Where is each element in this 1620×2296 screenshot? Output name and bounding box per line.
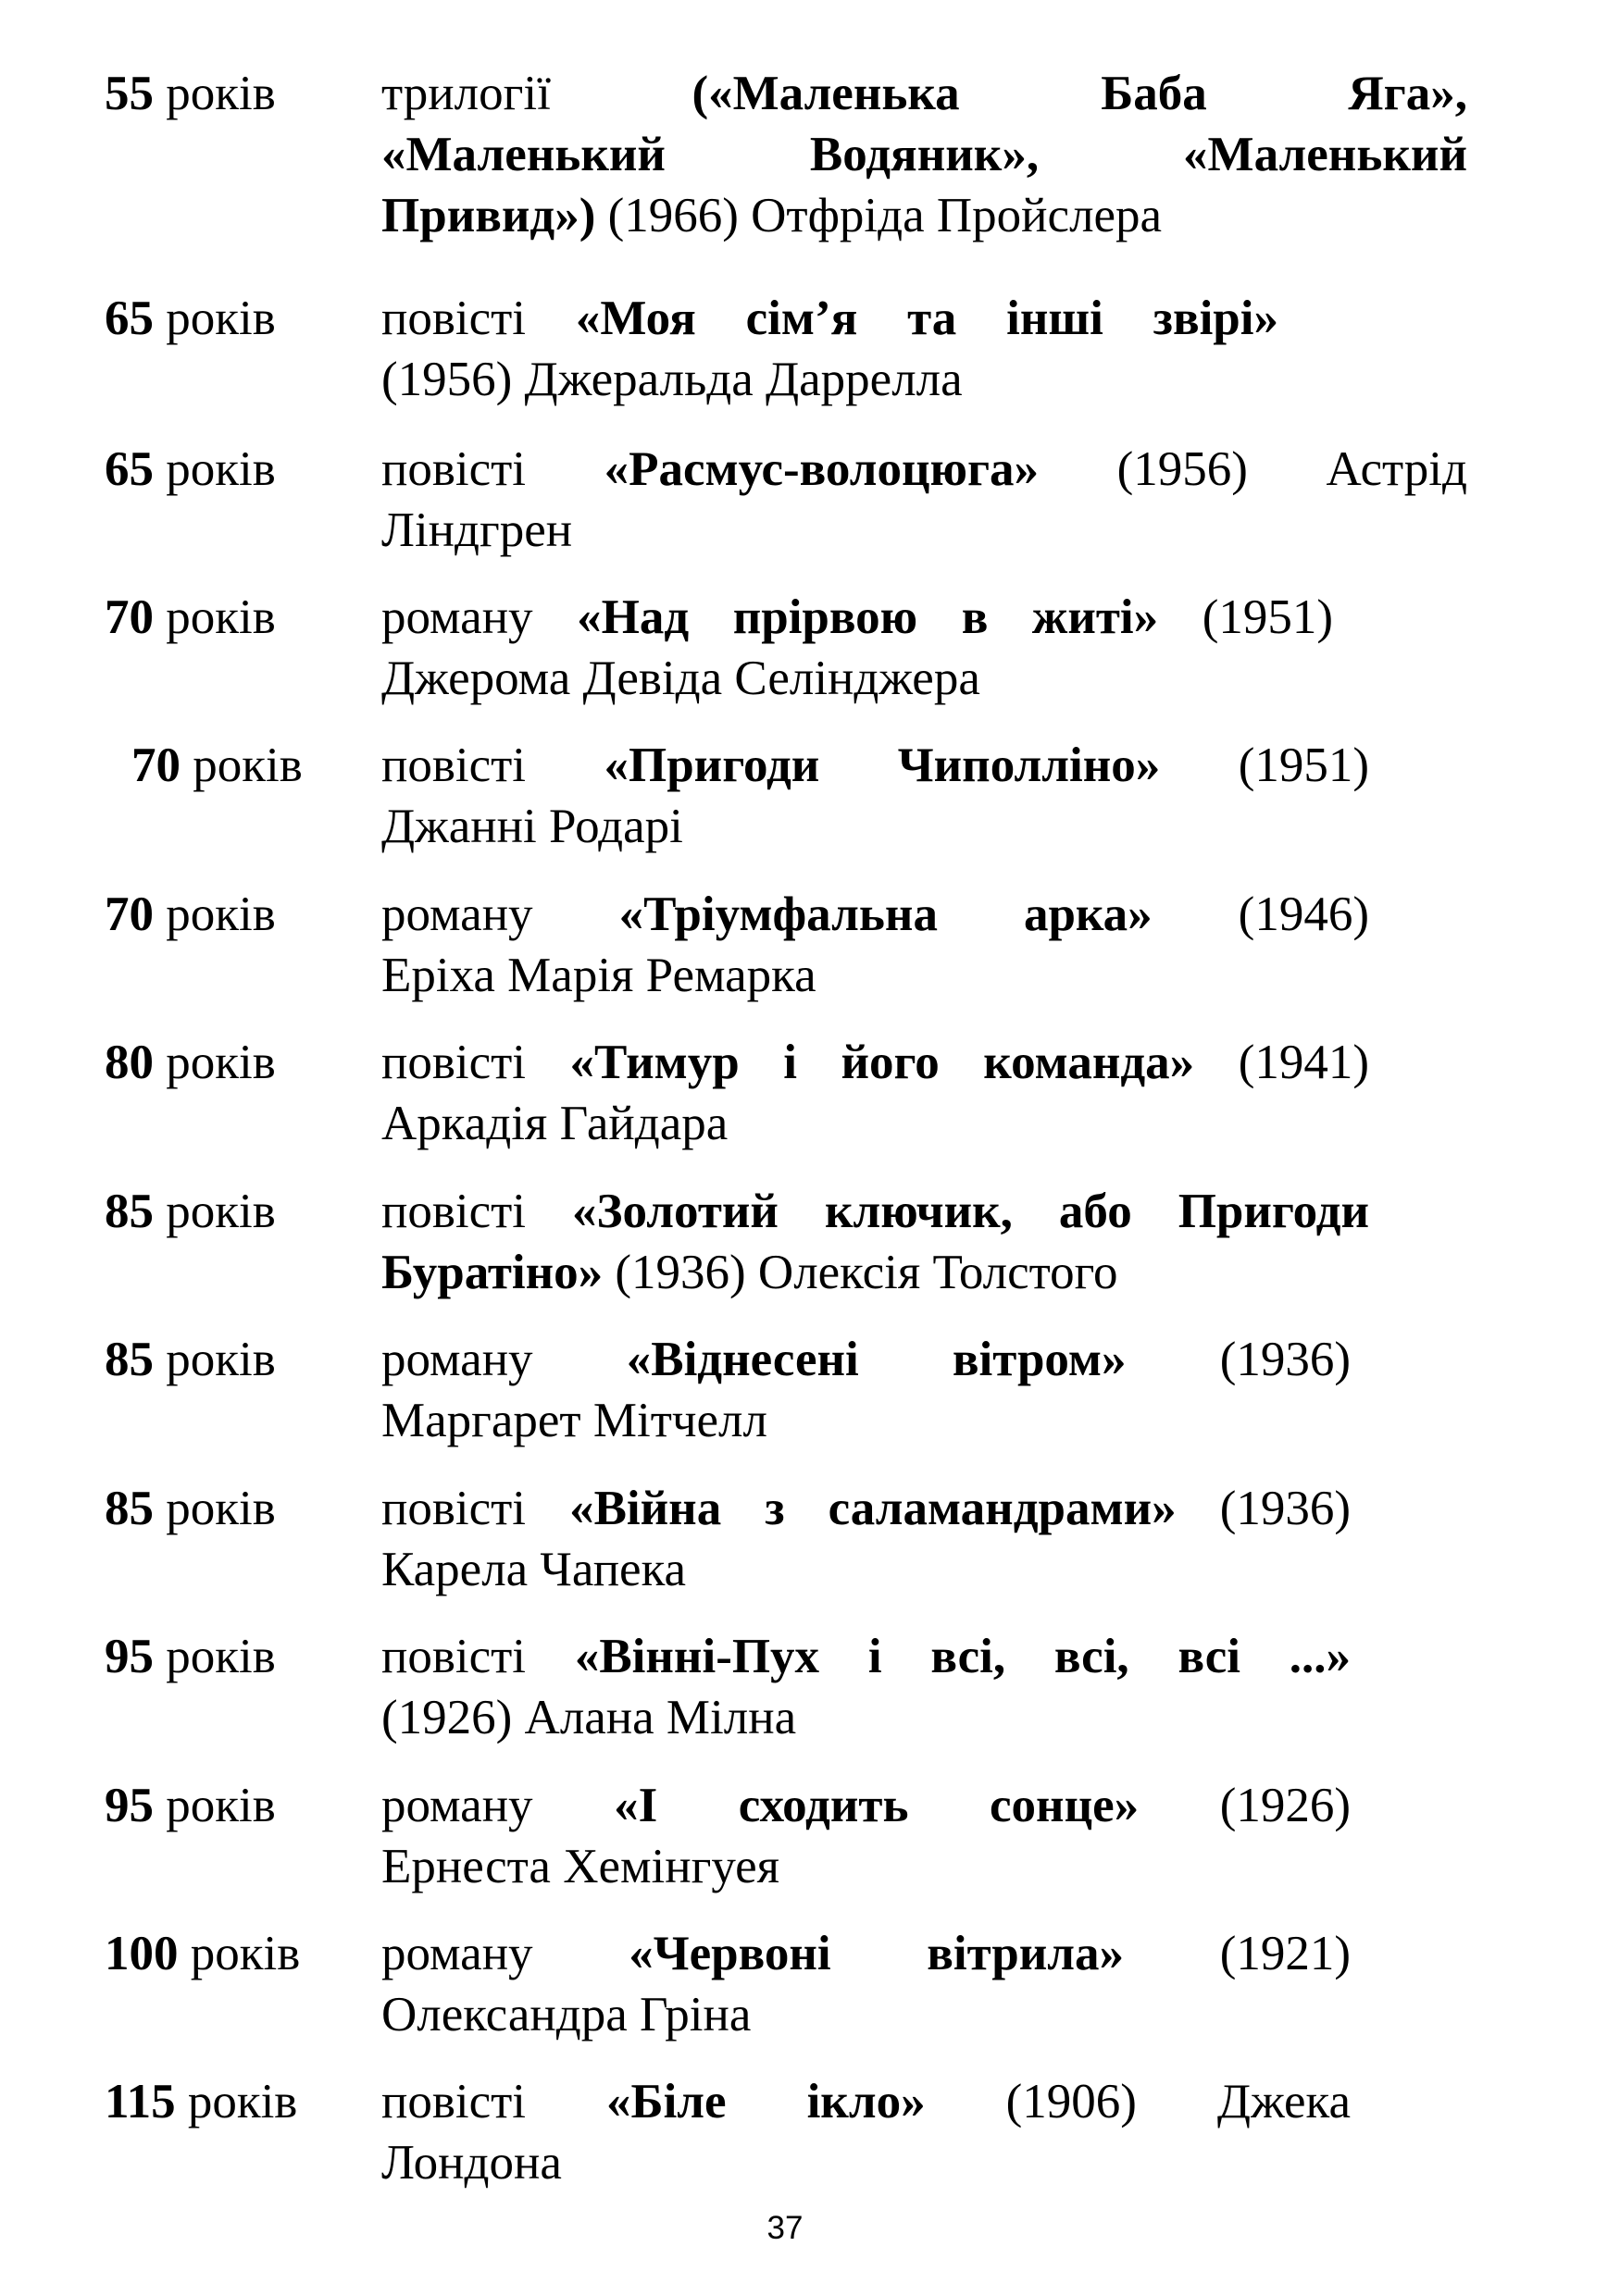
work-title: «Пригоди Чиполліно»	[604, 738, 1161, 792]
work-description	[381, 1181, 1369, 1303]
work-text: Джанні Родарі	[381, 800, 683, 853]
description-line	[381, 1242, 1369, 1303]
years-number: 85	[105, 1333, 154, 1386]
years-number: 95	[105, 1779, 154, 1832]
description-line	[381, 1093, 1369, 1154]
description-line	[381, 1775, 1351, 1836]
description-line	[381, 185, 1467, 246]
work-text: (1926)	[1139, 1779, 1351, 1832]
years-number: 65	[105, 292, 154, 345]
years-unit: років	[175, 2075, 298, 2128]
description-line	[381, 349, 1278, 410]
description-line	[381, 587, 1333, 648]
anniversary-years	[105, 587, 276, 648]
work-title: «Червоні вітрила»	[629, 1927, 1125, 1980]
description-line	[381, 1626, 1351, 1687]
work-text: повісті	[381, 292, 576, 345]
work-text: повісті	[381, 1630, 575, 1683]
anniversary-years	[105, 2071, 297, 2132]
work-text: Лондона	[381, 2136, 562, 2190]
years-number: 70	[131, 738, 181, 792]
work-title: «Тимур і його команда»	[569, 1036, 1195, 1089]
years-unit: років	[178, 1927, 301, 1980]
work-text: (1941)	[1194, 1036, 1369, 1089]
work-text: (1951)	[1160, 738, 1369, 792]
work-text: (1906) Джека	[925, 2075, 1351, 2128]
work-title: «Моя сім’я та інші звірі»	[575, 292, 1278, 345]
years-unit: років	[154, 1779, 276, 1832]
work-title: «Маленький Водяник», «Маленький	[381, 128, 1467, 181]
description-line	[381, 500, 1467, 561]
description-line	[381, 884, 1369, 945]
work-title: Буратіно»	[381, 1246, 604, 1299]
description-line	[381, 648, 1333, 709]
work-text: роману	[381, 1927, 629, 1980]
description-line	[381, 1687, 1351, 1748]
work-text: трилогії	[381, 67, 692, 120]
years-number: 85	[105, 1185, 154, 1238]
work-description	[381, 1032, 1369, 1154]
description-line	[381, 1923, 1351, 1984]
years-number: 100	[105, 1927, 179, 1980]
anniversary-years	[131, 735, 303, 796]
work-title: «Расмус-волоцюга»	[604, 442, 1040, 496]
work-text: роману	[381, 1779, 615, 1832]
description-line	[381, 1478, 1351, 1539]
work-description	[381, 288, 1278, 410]
work-title: «Віднесені вітром»	[626, 1333, 1127, 1386]
years-unit: років	[154, 67, 276, 120]
work-text: Еріха Марія Ремарка	[381, 949, 816, 1002]
years-number: 65	[105, 442, 154, 496]
work-text: (1921)	[1124, 1927, 1351, 1980]
work-description	[381, 1626, 1351, 1748]
years-unit: років	[154, 1036, 276, 1089]
years-unit: років	[154, 1630, 276, 1683]
work-text: Джерома Девіда Селінджера	[381, 652, 980, 705]
work-text: повісті	[381, 1482, 570, 1535]
work-title: «Вінні-Пух і всі, всі, всі ...»	[574, 1630, 1351, 1683]
work-title: «І сходить сонце»	[614, 1779, 1140, 1832]
years-unit: років	[181, 738, 303, 792]
anniversary-years	[105, 1775, 276, 1836]
anniversary-years	[105, 1626, 276, 1687]
years-number: 85	[105, 1482, 154, 1535]
description-line	[381, 1539, 1351, 1600]
work-title: («Маленька Баба Яга»,	[692, 67, 1467, 120]
work-text: повісті	[381, 1185, 573, 1238]
work-title: «Тріумфальна арка»	[618, 887, 1153, 941]
years-unit: років	[154, 1333, 276, 1386]
description-line	[381, 124, 1467, 185]
work-text: Ернеста Хемінгуея	[381, 1840, 780, 1893]
description-line	[381, 288, 1278, 349]
work-text: Аркадія Гайдара	[381, 1097, 729, 1150]
work-text: (1926) Алана Мілна	[381, 1691, 797, 1744]
description-line	[381, 1984, 1351, 2045]
anniversary-years	[105, 884, 276, 945]
description-line	[381, 796, 1369, 857]
years-unit: років	[154, 292, 276, 345]
work-text: (1946)	[1152, 887, 1369, 941]
work-text: Карела Чапека	[381, 1543, 687, 1596]
work-description	[381, 1478, 1351, 1600]
anniversary-years	[105, 63, 276, 124]
work-text: Маргарет Мітчелл	[381, 1394, 767, 1447]
years-unit: років	[154, 1482, 276, 1535]
description-line	[381, 1836, 1351, 1897]
work-text: (1936) Олексія Толстого	[603, 1246, 1118, 1299]
description-line	[381, 63, 1467, 124]
description-line	[381, 735, 1369, 796]
work-text: (1951)	[1158, 590, 1333, 644]
work-title: «Війна з саламандрами»	[569, 1482, 1177, 1535]
years-number: 115	[105, 2075, 176, 2128]
description-line	[381, 2071, 1351, 2132]
anniversary-years	[105, 439, 276, 500]
work-text: (1936)	[1126, 1333, 1351, 1386]
years-unit: років	[154, 442, 276, 496]
description-line	[381, 439, 1467, 500]
years-number: 95	[105, 1630, 154, 1683]
page-number: 37	[766, 2210, 804, 2246]
work-title: «Біле ікло»	[606, 2075, 926, 2128]
description-line	[381, 1181, 1369, 1242]
description-line	[381, 1329, 1351, 1390]
work-text: роману	[381, 1333, 627, 1386]
work-text: повісті	[381, 1036, 570, 1089]
work-text: (1966) Отфріда Пройслера	[595, 189, 1163, 242]
years-number: 80	[105, 1036, 154, 1089]
anniversary-years	[105, 1032, 276, 1093]
work-text: роману	[381, 887, 619, 941]
anniversary-years	[105, 1329, 276, 1390]
work-text: (1956) Астрід	[1039, 442, 1467, 496]
work-title: Привид»)	[381, 189, 596, 242]
description-line	[381, 945, 1369, 1006]
anniversary-years	[105, 1478, 276, 1539]
work-description	[381, 1923, 1351, 2045]
work-description	[381, 439, 1467, 561]
years-unit: років	[154, 1185, 276, 1238]
years-unit: років	[154, 887, 276, 941]
work-title: «Золотий ключик, або Пригоди	[572, 1185, 1370, 1238]
work-text: повісті	[381, 2075, 607, 2128]
work-description	[381, 1775, 1351, 1897]
description-line	[381, 2132, 1351, 2193]
work-text: повісті	[381, 442, 604, 496]
description-line	[381, 1032, 1369, 1093]
anniversary-years	[105, 1923, 300, 1984]
anniversary-years	[105, 288, 276, 349]
years-unit: років	[154, 590, 276, 644]
work-description	[381, 735, 1369, 857]
work-text: Олександра Гріна	[381, 1988, 752, 2042]
work-description	[381, 587, 1333, 709]
work-description	[381, 1329, 1351, 1451]
description-line	[381, 1390, 1351, 1451]
work-text: повісті	[381, 738, 604, 792]
years-number: 55	[105, 67, 154, 120]
work-description	[381, 63, 1467, 246]
work-text: Ліндгрен	[381, 503, 573, 557]
years-number: 70	[105, 887, 154, 941]
work-text: (1956) Джеральда Даррелла	[381, 353, 963, 406]
years-number: 70	[105, 590, 154, 644]
work-text: (1936)	[1176, 1482, 1351, 1535]
work-description	[381, 884, 1369, 1006]
work-title: «Над прірвою в житі»	[577, 590, 1159, 644]
work-description	[381, 2071, 1351, 2193]
work-text: роману	[381, 590, 578, 644]
anniversary-years	[105, 1181, 276, 1242]
